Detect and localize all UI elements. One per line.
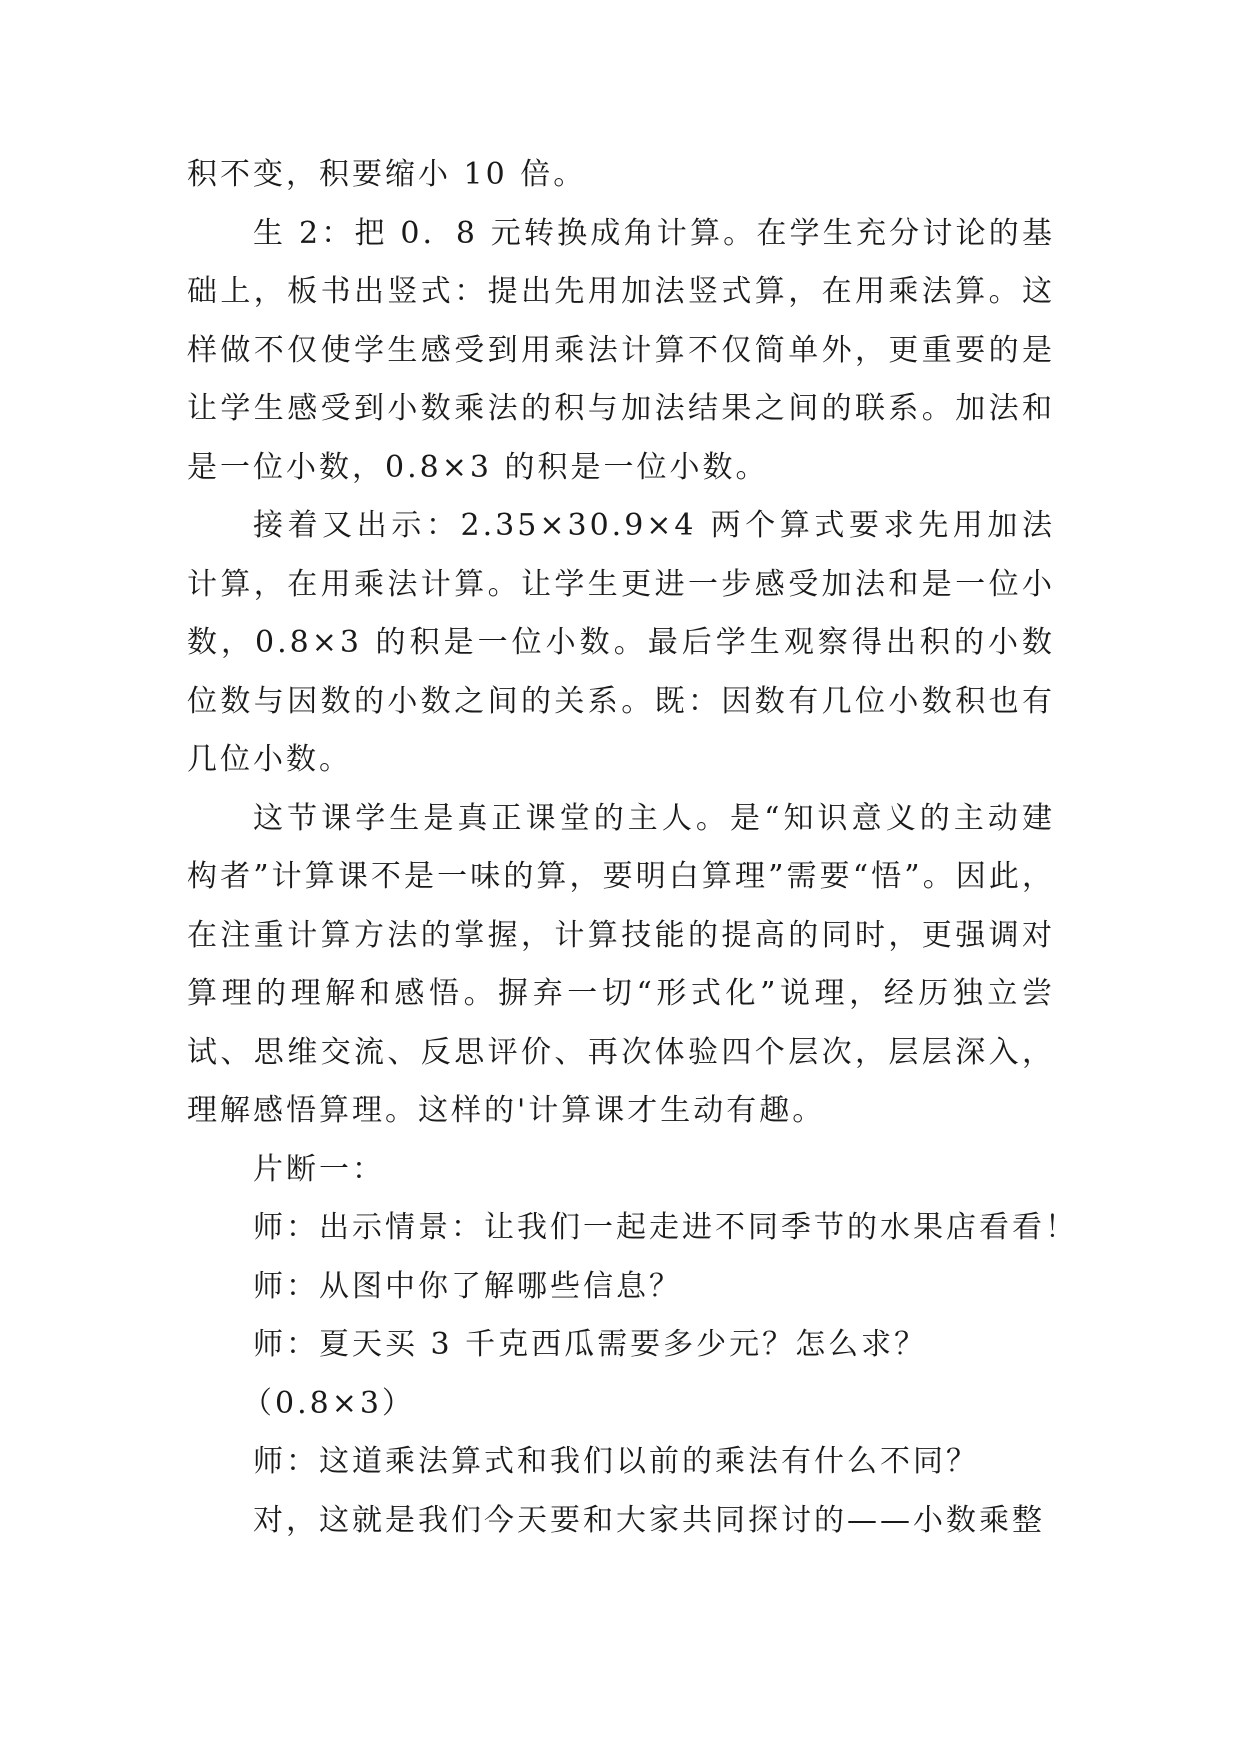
dialogue-line: 对，这就是我们今天要和大家共同探讨的——小数乘整 [253, 1502, 1045, 1538]
paragraph-reflection: 这节课学生是真正课堂的主人。是“知识意义的主动建构者”计算课不是一味的算，要明白算理”需要“悟”。因此，在注重计算方法的掌握，计算技能的提高的同时，更强调对算理的理解和感悟。摒弃一切“形式化”说理，经历独立尝试、思维交流、反思评价、再次体验四个层次，层层深入，理解感悟算理。这样的'计算课才生动有趣。 [187, 800, 1055, 1128]
dialogue-line: 师：出示情景：让我们一起走进不同季节的水果店看看！ [253, 1210, 1078, 1245]
paragraph-student-2: 生 2：把 0．8 元转换成角计算。在学生充分讨论的基础上，板书出竖式：提出先用加法竖式算，在用乘法算。这样做不仅使学生感受到用乘法计算不仅简单外，更重要的是让学生感受到小数乘法的积与加法结果之间的联系。加法和是一位小数，0.8×3 的积是一位小数。 [187, 215, 1055, 485]
formula-line: （0.8×3） [242, 1385, 415, 1421]
dialogue-line: 师：夏天买 3 千克西瓜需要多少元？怎么求？ [253, 1327, 928, 1362]
paragraph-continuation: 积不变，积要缩小 10 倍。 [187, 157, 587, 192]
section-heading-fragment-one: 片断一： [253, 1151, 385, 1187]
document-body [187, 146, 1078, 1550]
paragraph-next-example: 接着又出示：2.35×30.9×4 两个算式要求先用加法计算，在用乘法计算。让学生更进一步感受加法和是一位小数，0.8×3 的积是一位小数。最后学生观察得出积的小数位数与因数的小数之间的关系。既：因数有几位小数积也有几位小数。 [187, 508, 1055, 777]
dialogue-line: 师：从图中你了解哪些信息？ [253, 1268, 682, 1304]
dialogue-line: 师：这道乘法算式和我们以前的乘法有什么不同？ [253, 1444, 979, 1479]
